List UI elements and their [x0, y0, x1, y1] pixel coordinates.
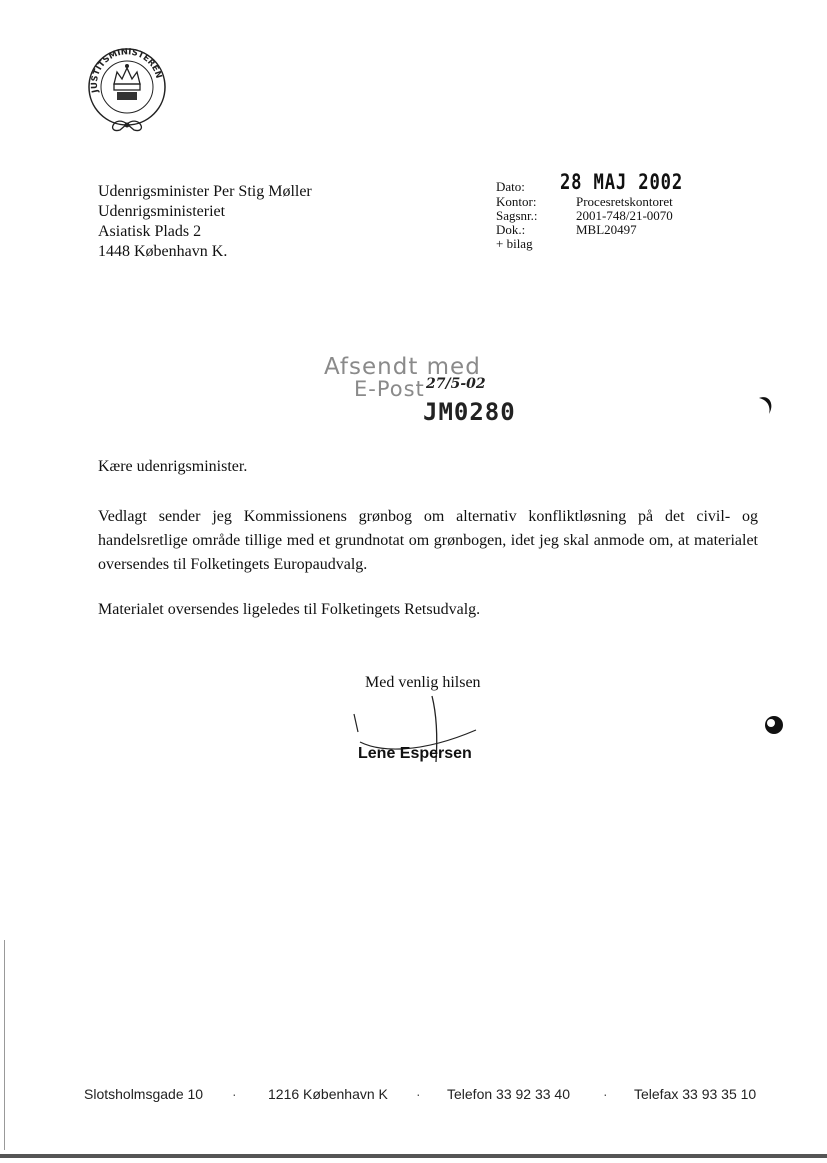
recipient-line: Udenrigsminister Per Stig Møller [98, 183, 312, 200]
scan-bottom-border [0, 1154, 827, 1158]
footer-city: 1216 København K [268, 1086, 388, 1102]
date-stamp: 28 MAJ 2002 [560, 170, 684, 194]
footer-address: Slotsholmsgade 10 [84, 1086, 204, 1102]
crest-text: JUSTITSMINISTEREN [89, 47, 164, 94]
footer-fax: Telefax 33 93 35 10 [634, 1086, 757, 1102]
recipient-line: 1448 København K. [98, 243, 228, 260]
ministry-crest-logo [84, 44, 170, 140]
footer-phone: Telefon 33 92 33 40 [447, 1086, 570, 1102]
justitsministeriet-crest-icon [84, 44, 170, 140]
footer-separator: · [232, 1086, 237, 1102]
case-value: 2001-748/21-0070 [576, 208, 673, 223]
recipient-address [98, 182, 312, 262]
sent-stamp-line2: E-Post [354, 377, 425, 401]
case-label: Sagsnr.: [496, 208, 538, 223]
date-label: Dato: [496, 179, 525, 194]
journal-code-stamp: JM0280 [423, 398, 516, 426]
recipient-line: Asiatisk Plads 2 [98, 223, 202, 240]
footer-separator: · [416, 1086, 421, 1102]
closing: Med venlig hilsen [365, 674, 481, 691]
letter-metadata [496, 170, 710, 251]
doc-value: MBL20497 [576, 222, 637, 237]
signatory-name: Lene Espersen [358, 745, 472, 762]
recipient-line: Udenrigsministeriet [98, 203, 226, 220]
scan-edge-line [4, 940, 5, 1150]
handwritten-date: 27/5-02 [426, 376, 486, 392]
salutation: Kære udenrigsminister. [98, 458, 248, 475]
body-paragraph: Materialet oversendes ligeledes til Folketingets Retsudvalg. [98, 601, 481, 618]
footer-separator: · [603, 1086, 608, 1102]
punch-hole-icon [763, 714, 783, 736]
attachment-note: + bilag [496, 236, 533, 251]
punch-hole-icon [755, 394, 775, 416]
body-paragraph: Vedlagt sender jeg Kommissionens grønbog om alternativ konfliktløsning på det civil- og handelsretlige område tillige med et grundnotat om grønbogen, idet jeg skal anmode om, at materialet oversendes til Folketingets Europaudvalg. [98, 508, 758, 573]
office-value: Procesretskontoret [576, 194, 673, 209]
doc-label: Dok.: [496, 222, 526, 237]
office-label: Kontor: [496, 194, 537, 209]
letter-footer [84, 1086, 764, 1102]
sent-stamp-line1: Afsendt med [324, 354, 481, 380]
